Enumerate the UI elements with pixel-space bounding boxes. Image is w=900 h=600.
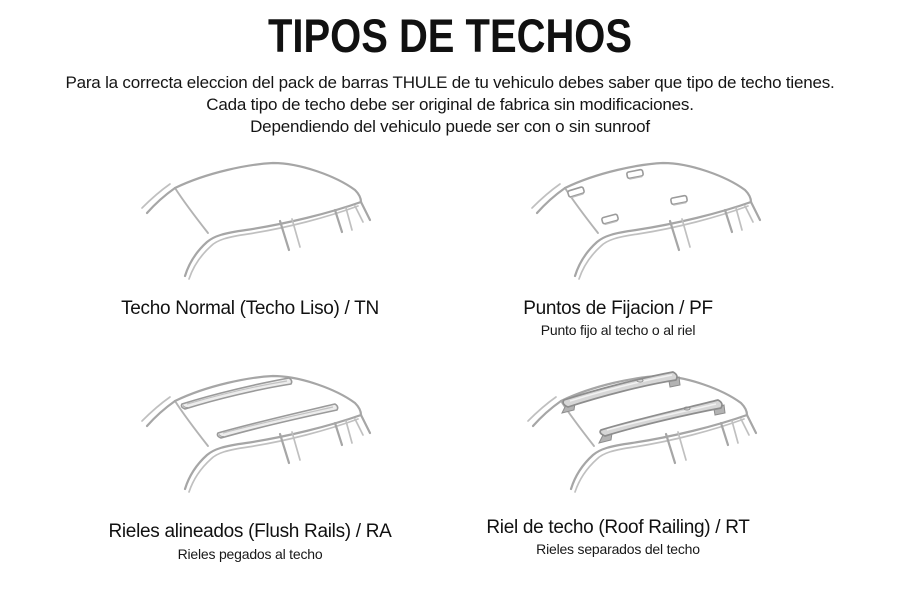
fixation-pad-icon: [601, 214, 618, 225]
intro-text: [0, 72, 900, 138]
intro-line-2: Cada tipo de techo debe ser original de fabrica sin modificaciones.: [206, 95, 694, 114]
car-roof-outline: [528, 376, 756, 492]
fixation-pad-icon: [567, 187, 584, 199]
normal-roof-illustration: [108, 150, 440, 296]
roof-type-label-ra: Rieles alineados (Flush Rails) / RA: [108, 521, 392, 542]
roof-type-sublabel-ra: Rieles pegados al techo: [177, 546, 323, 562]
flush-rail-far-icon: [181, 378, 291, 409]
car-roof-outline: [142, 163, 370, 279]
roof-type-label-rt: Riel de techo (Roof Railing) / RT: [486, 517, 750, 538]
intro-line-1: Para la correcta eleccion del pack de barras THULE de tu vehiculo debes saber que tipo de techo tienes.: [65, 73, 835, 92]
intro-line-3: Dependiendo del vehiculo puede ser con o sin sunroof: [250, 117, 650, 136]
flush-rails-roof-illustration: [108, 363, 440, 509]
flush-rail-near-icon: [217, 404, 337, 438]
roof-rail-near-icon: [599, 400, 725, 443]
roof-type-label-pf: Puntos de Fijacion / PF: [523, 298, 713, 319]
car-roof-outline: [532, 163, 760, 279]
roof-type-sublabel-pf: Punto fijo al techo o al riel: [540, 322, 696, 338]
roof-railing-illustration: [494, 363, 826, 509]
roof-type-sublabel-rt: Rieles separados del techo: [536, 541, 700, 557]
fixation-pad-icon: [671, 195, 688, 205]
fixpoint-roof-illustration: [498, 150, 830, 296]
car-roof-outline: [142, 376, 370, 492]
roof-type-label-tn: Techo Normal (Techo Liso) / TN: [121, 298, 379, 319]
page-title: TIPOS DE TECHOS: [267, 9, 633, 62]
fixation-pad-icon: [627, 169, 644, 179]
